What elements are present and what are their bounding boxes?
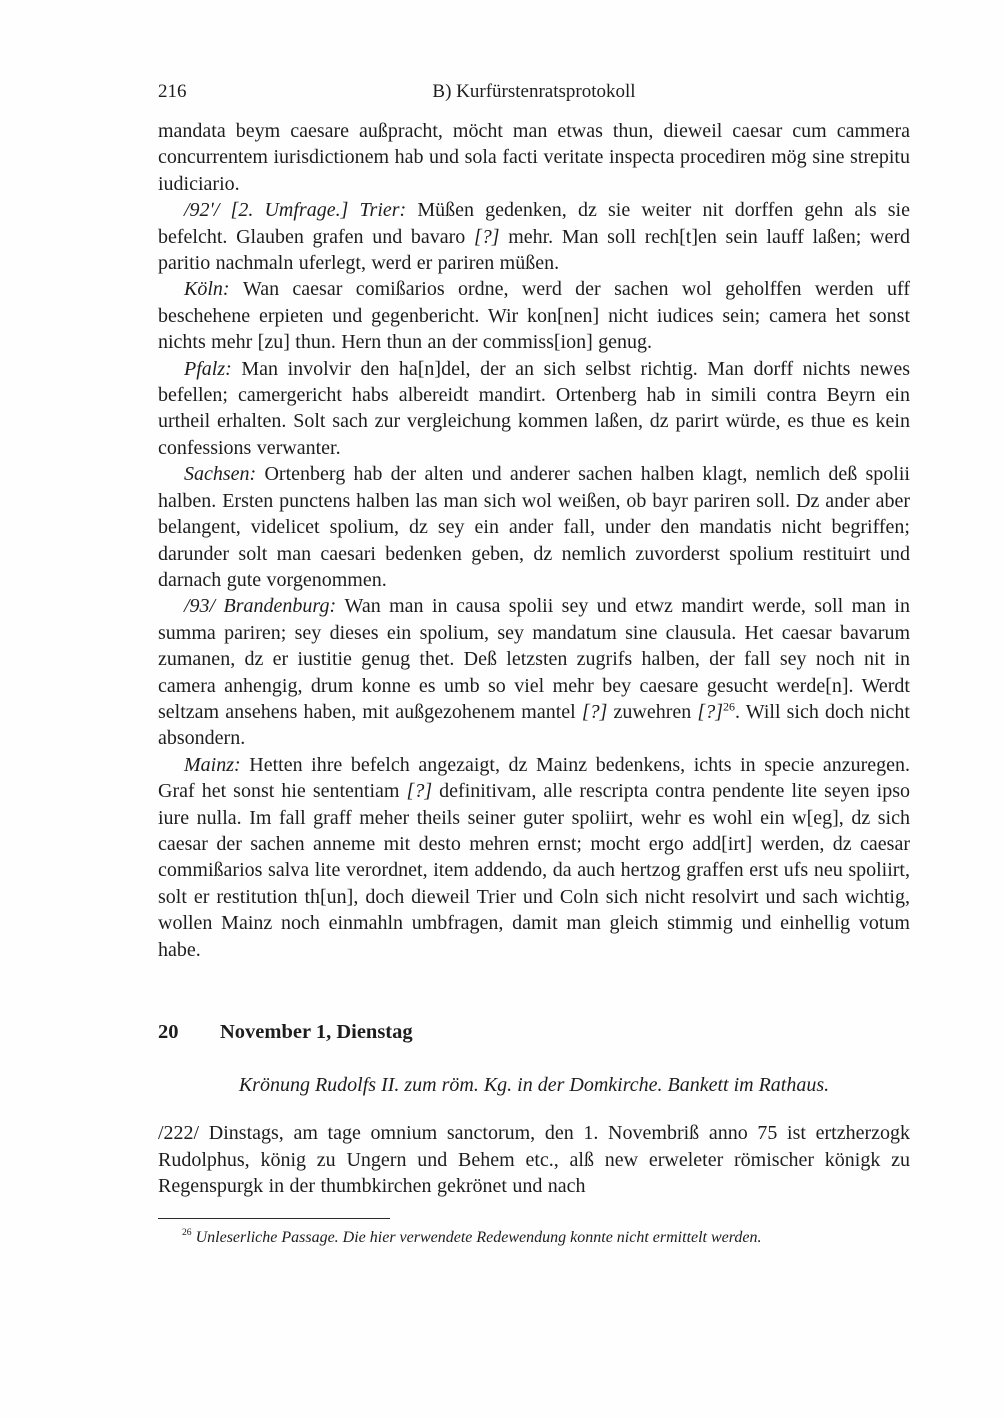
footnote-ref: 26 xyxy=(723,699,735,714)
text-run: /222/ Dinstags, am tage omnium sanctorum, den 1. Novembriß anno 75 ist ertzherzogk Rudolphus, könig zu Ungern und Behem etc., alß new erweleter römischer königk zu Regenspurgk in der thumbkirchen gekrönet und nach xyxy=(158,1122,910,1198)
speaker-label: Pfalz: xyxy=(184,357,242,380)
page-content xyxy=(158,80,910,1248)
speaker-label: Mainz: xyxy=(184,753,250,776)
paragraph xyxy=(158,593,910,751)
running-header xyxy=(158,80,910,104)
illegible-mark: [?] xyxy=(473,225,500,248)
section-heading xyxy=(158,1019,910,1046)
section-title: November 1, Dienstag xyxy=(220,1021,413,1043)
folio-and-speaker-label: /92ʹ/ [2. Umfrage.] Trier: xyxy=(184,199,418,222)
paragraph xyxy=(158,356,910,462)
paragraph xyxy=(158,118,910,197)
text-run: Wan caesar comißarios ordne, werd der sachen wol geholffen werden uff beschehene erpieten und gegenbericht. Wir kon[nen] nicht iudices sein; camera het sonst nichts mehr [zu] thun. Hern thun an der commiss[ion] genug. xyxy=(158,278,910,354)
paragraph xyxy=(158,752,910,963)
paragraph xyxy=(158,1120,910,1199)
speaker-label: Köln: xyxy=(184,278,243,301)
footnote-block xyxy=(158,1218,910,1248)
body-text xyxy=(158,118,910,1248)
footnote xyxy=(158,1227,910,1248)
illegible-mark: [?] xyxy=(697,700,723,723)
text-run: Man involvir den ha[n]del, der an sich selbst richtig. Man dorff nichts newes befellen; camergericht habs albereidt mandirt. Ortenberg hab in simili contra Beyrn ein urtheil erhalten. Solt sach zur vergleichung kommen laßen, dz parirt würde, es thue es kein confessions verwanter. xyxy=(158,357,910,459)
speaker-label: Sachsen: xyxy=(184,463,265,486)
footnote-rule xyxy=(158,1218,390,1219)
text-run: Ortenberg hab der alten und anderer sachen halben klagt, nemlich deß spolii halben. Ersten punctens halben las man sich wol weißen, ob bayr pariren soll. Dz ander aber belangent, videlicet spolium, dz sey ein ander fall, under den mandatis nicht begriffen; darunder solt man caesari bedenken geben, dz nemlich zuvorderst spolium restituirt und darnach gute vorgenommen. xyxy=(158,463,910,591)
text-run: zuwehren xyxy=(607,700,698,723)
text-run: . Will sich doch nicht absondern. xyxy=(158,700,910,750)
paragraph xyxy=(158,461,910,593)
text-run: definitivam, alle rescripta contra pendente lite seyen ipso iure nulla. Im fall graff meher theils seiner guter spoliirt, wehr es wohl ein w[eg], dz sich caesar der sachen anneme mit desto mehren ernst; mocht ergo add[irt] werden, dz caesar commißarios salva lite verordnet, item addendo, da auch hertzog graffen erst ufs neu spoliirt, solt er restitution th[un], doch dieweil Trier und Coln sich nicht resolvirt und sach wichtig, wollen Mainz noch einmahln umbfragen, damit man gleich stimmig und einhellig votum habe. xyxy=(158,780,910,961)
text-run: Wan man in causa spolii sey und etwz mandirt werde, soll man in summa pariren; sey dieses ein spolium, sey mandatum sine clausula. Het caesar bavarum zumanen, dz er iustitie genug thet. Deß letzsten zugrifs halben, der fall sey noch nit in camera anhengig, drum konne es umb so viel mehr bey caesare gesucht werde[n]. Werdt seltzam ansehens haben, mit außgezohenem mantel xyxy=(158,595,910,723)
page-number: 216 xyxy=(158,81,187,102)
text-run: mandata beym caesare außpracht, möcht man etwas thun, dieweil caesar cum cammera concurrentem iurisdictionem hab und sola facti veritate inspecta procediren mög sine strepitu iudiciario. xyxy=(158,120,910,195)
section-number: 20 xyxy=(158,1021,179,1043)
illegible-mark: [?] xyxy=(581,700,608,723)
illegible-mark: [?] xyxy=(406,780,433,803)
text-run: Hetten ihre befelch angezaigt, dz Mainz bedenkens, ichts in specie anzuregen. Graf het sonst hie sententiam xyxy=(158,753,910,803)
folio-and-speaker-label: /93/ Brandenburg: xyxy=(184,595,345,618)
paragraph xyxy=(158,276,910,355)
footnote-text: Unleserliche Passage. Die hier verwendete Redewendung konnte nicht ermittelt werden. xyxy=(195,1228,762,1246)
text-run: Müßen gedenken, dz sie weiter nit dorffen gehn als sie befelcht. Glauben grafen und bavaro xyxy=(158,199,910,248)
running-header-title: B) Kurfürstenratsprotokoll xyxy=(432,81,636,102)
section-20 xyxy=(158,1019,910,1200)
text-run: mehr. Man soll rech[t]en sein lauff laßen; werd paritio nachmaln uferlegt, werd er pariren müßen. xyxy=(158,225,910,275)
footnote-marker: 26 xyxy=(182,1227,192,1239)
paragraph xyxy=(158,197,910,276)
section-subtitle: Krönung Rudolfs II. zum röm. Kg. in der Domkirche. Bankett im Rathaus. xyxy=(238,1074,830,1096)
